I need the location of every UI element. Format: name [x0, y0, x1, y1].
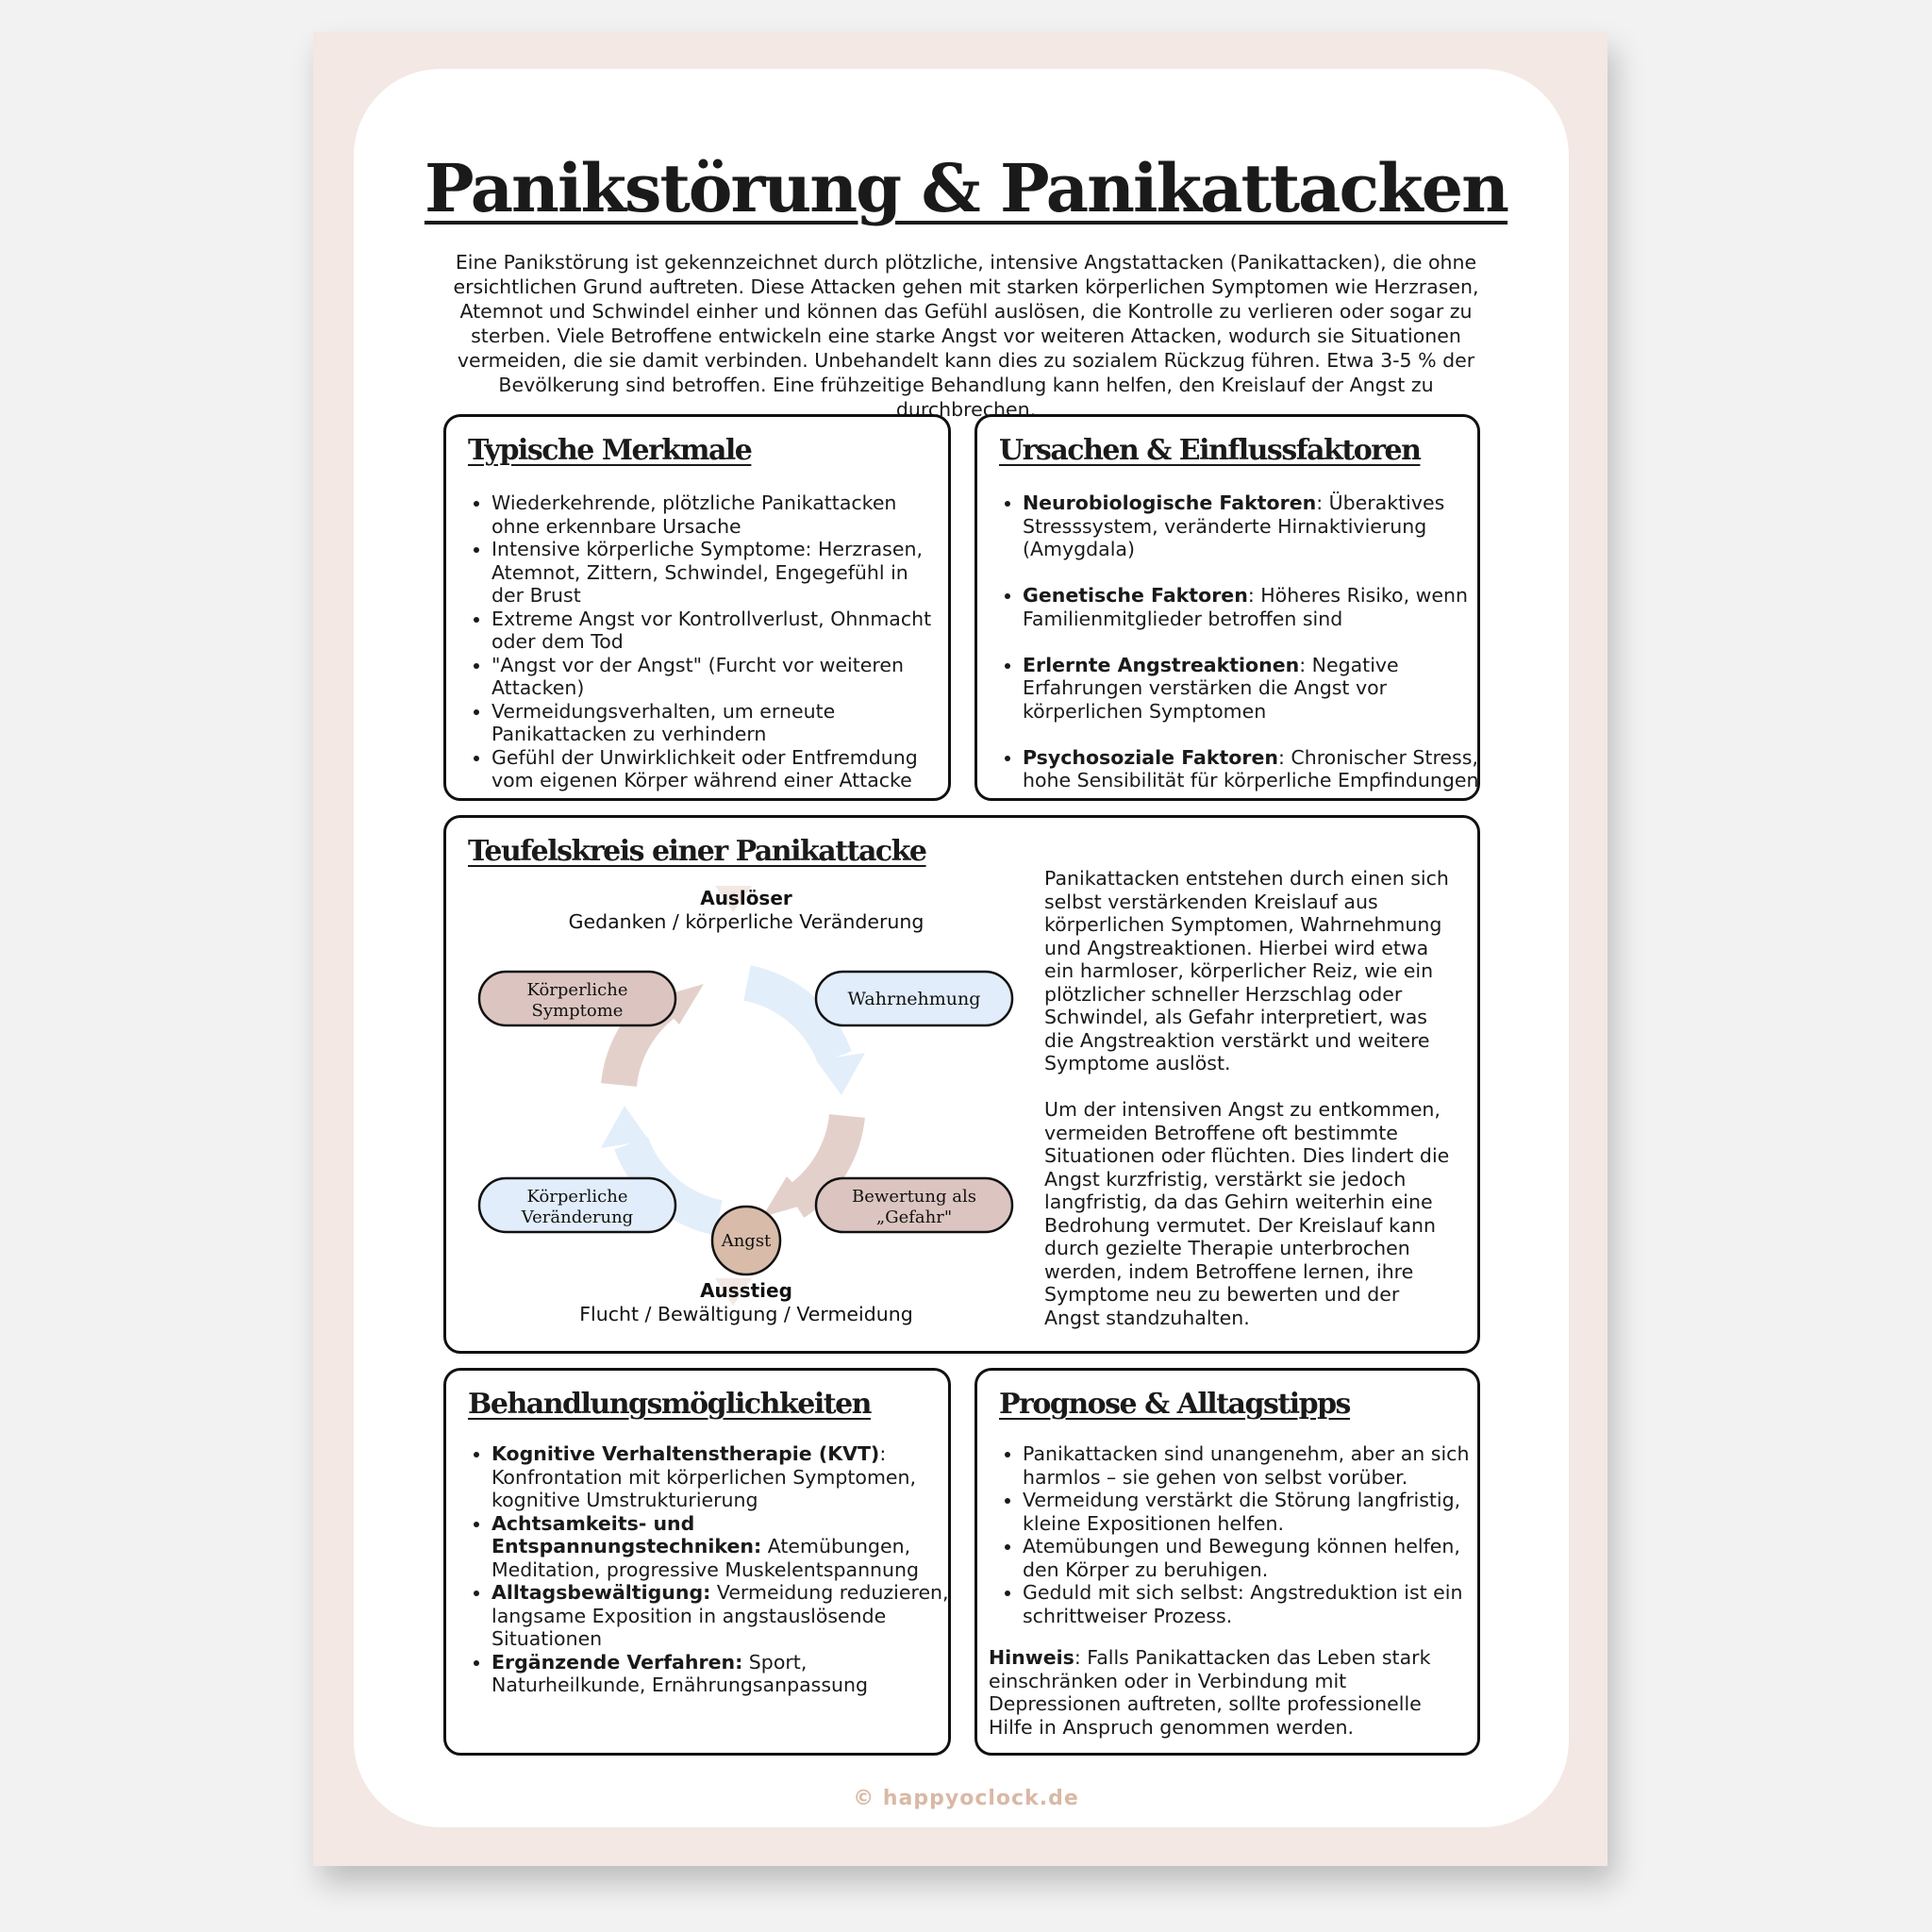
list-item-text: Vermeidung reduzieren, langsame Exposition in angstauslösende Situationen [491, 1581, 949, 1650]
list-item: • Atemübungen und Bewegung können helfen, den Körper zu beruhigen. [1023, 1535, 1485, 1581]
list-item: • Gefühl der Unwirklichkeit oder Entfremdung vom eigenen Körper während einer Attacke [491, 746, 944, 792]
list-item-text: : Konfrontation mit körperlichen Symptomen, kognitive Umstrukturierung [491, 1442, 917, 1511]
prognose-heading: Prognose & Alltagstipps [999, 1388, 1350, 1421]
node-evaluation-line2: „Gefahr" [875, 1208, 953, 1227]
list-item: • Geduld mit sich selbst: Angstreduktion ist ein schrittweiser Prozess. [1023, 1581, 1485, 1627]
node-perception [816, 972, 1012, 1025]
cycle-description [1044, 867, 1450, 1353]
list-item-term: Achtsamkeits- und Entspannungstechniken: [491, 1511, 762, 1557]
cycle-paragraph-1: Panikattacken entstehen durch einen sich selbst verstärkenden Kreislauf aus körperlichen Symptomen, Wahrnehmung und Angstreaktionen. Hierbei wird etwa ein harmloser, körperlicher Reiz, wie ein plötzlicher schneller Herzschlag oder Schwindel, als Gefahr interpretiert, was die Angstreaktion verstärkt und weitere Symptome auslöst. [1044, 867, 1449, 1074]
list-item [1023, 746, 1485, 792]
ursachen-box [974, 414, 1480, 801]
footer-copyright: © happyoclock.de [853, 1787, 1079, 1810]
list-item [1023, 491, 1485, 561]
list-item-text: : Negative Erfahrungen verstärken die Angst vor körperlichen Symptomen [1023, 653, 1399, 723]
prognose-box [974, 1368, 1480, 1756]
list-item [491, 1512, 954, 1582]
merkmale-box [443, 414, 951, 801]
list-item: • Vermeidungsverhalten, um erneute Panikattacken zu verhindern [491, 700, 944, 746]
trigger-label: Auslöser [700, 887, 792, 909]
node-change-line2: Veränderung [521, 1208, 634, 1227]
list-item [491, 1581, 954, 1651]
node-perception-label: Wahrnehmung [847, 989, 981, 1009]
list-item: • Panikattacken sind unangenehm, aber an sich harmlos – sie gehen von selbst vorüber. [1023, 1442, 1485, 1489]
list-item: • "Angst vor der Angst" (Furcht vor weiteren Attacken) [491, 654, 944, 700]
node-symptoms [479, 972, 675, 1025]
list-item [491, 1651, 954, 1697]
trigger-text: Gedanken / körperliche Veränderung [568, 910, 924, 933]
page-title: Panikstörung & Panikattacken [424, 149, 1508, 227]
list-item-term: Ergänzende Verfahren: [491, 1650, 743, 1674]
exit-label: Ausstieg [700, 1279, 792, 1302]
list-item-text: : Chronischer Stress, hohe Sensibilität für körperliche Empfindungen [1023, 745, 1479, 791]
list-item-text: Atemübungen, Meditation, progressive Muskelentspannung [491, 1535, 920, 1581]
node-symptoms-line1: Körperliche [526, 980, 628, 1000]
list-item-term: Psychosoziale Faktoren [1023, 745, 1278, 769]
ursachen-list [1000, 491, 1485, 792]
node-symptoms-line2: Symptome [531, 1001, 624, 1021]
behandlung-box [443, 1368, 951, 1756]
cycle-heading: Teufelskreis einer Panikattacke [468, 835, 926, 868]
cycle-paragraph-2: Um der intensiven Angst zu entkommen, vermeiden Betroffene oft bestimmte Situationen oder flüchten. Dies lindert die Angst kurzfristig, verstärkt sie jedoch langfristig, da das Gehirn weiterhin eine Bedrohung vermutet. Der Kreislauf kann durch gezielte Therapie unterbrochen werden, indem Betroffene lernen, ihre Symptome neu zu bewerten und der Angst standzuhalten. [1044, 1098, 1450, 1329]
list-item-term: Kognitive Verhaltenstherapie (KVT) [491, 1442, 880, 1465]
list-item: • Extreme Angst vor Kontrollverlust, Ohnmacht oder dem Tod [491, 608, 944, 654]
behandlung-list [469, 1442, 954, 1697]
list-item-text: : Höheres Risiko, wenn Familienmitglieder betroffen sind [1023, 584, 1468, 630]
node-fear [712, 1207, 780, 1274]
list-item: • Wiederkehrende, plötzliche Panikattacken ohne erkennbare Ursache [491, 491, 944, 538]
list-item-term: Genetische Faktoren [1023, 584, 1248, 607]
behandlung-heading: Behandlungsmöglichkeiten [468, 1388, 871, 1421]
node-fear-label: Angst [721, 1231, 772, 1251]
list-item-term: Alltagsbewältigung: [491, 1581, 711, 1604]
cycle-box [443, 815, 1480, 1354]
note-text: : Falls Panikattacken das Leben stark einschränken oder in Verbindung mit Depressionen auftreten, sollte professionelle Hilfe in Anspruch genommen werden. [989, 1646, 1431, 1739]
list-item: • Vermeidung verstärkt die Störung langfristig, kleine Expositionen helfen. [1023, 1489, 1485, 1535]
prognose-note [989, 1646, 1470, 1739]
list-item [491, 1442, 954, 1512]
list-item: • Intensive körperliche Symptome: Herzrasen, Atemnot, Zittern, Schwindel, Engegefühl in der Brust [491, 538, 944, 608]
cycle-diagram [446, 818, 1031, 1354]
list-item-term: Neurobiologische Faktoren [1023, 491, 1317, 514]
list-item-term: Erlernte Angstreaktionen [1023, 653, 1300, 676]
ursachen-heading: Ursachen & Einflussfaktoren [999, 434, 1421, 467]
merkmale-heading: Typische Merkmale [468, 434, 752, 467]
node-evaluation-line1: Bewertung als [852, 1187, 976, 1207]
exit-text: Flucht / Bewältigung / Vermeidung [579, 1303, 913, 1325]
node-change [479, 1178, 675, 1232]
list-item-text: : Überaktives Stresssystem, veränderte Hirnaktivierung (Amygdala) [1023, 491, 1445, 560]
list-item [1023, 584, 1485, 630]
list-item-text: Sport, Naturheilkunde, Ernährungsanpassung [491, 1650, 869, 1696]
note-term: Hinweis [989, 1646, 1074, 1669]
node-change-line1: Körperliche [526, 1187, 628, 1207]
intro-paragraph: Eine Panikstörung ist gekennzeichnet durch plötzliche, intensive Angstattacken (Panikattacken), die ohne ersichtlichen Grund auftreten. Diese Attacken gehen mit starken körperlichen Symptomen wie Herzrasen, Atemnot und Schwindel einher und können das Gefühl auslösen, die Kontrolle zu verlieren oder sogar zu sterben. Viele Betroffene entwickeln eine starke Angst vor weiteren Attacken, wodurch sie Situationen vermeiden, die sie damit verbinden. Unbehandelt kann dies zu sozialem Rückzug führen. Etwa 3-5 % der Bevölkerung sind betroffen. Eine frühzeitige Behandlung kann helfen, den Kreislauf der Angst zu durchbrechen. [453, 251, 1479, 421]
merkmale-list [469, 491, 944, 792]
list-item [1023, 654, 1485, 724]
node-evaluation [816, 1178, 1012, 1232]
prognose-list [1000, 1442, 1485, 1627]
